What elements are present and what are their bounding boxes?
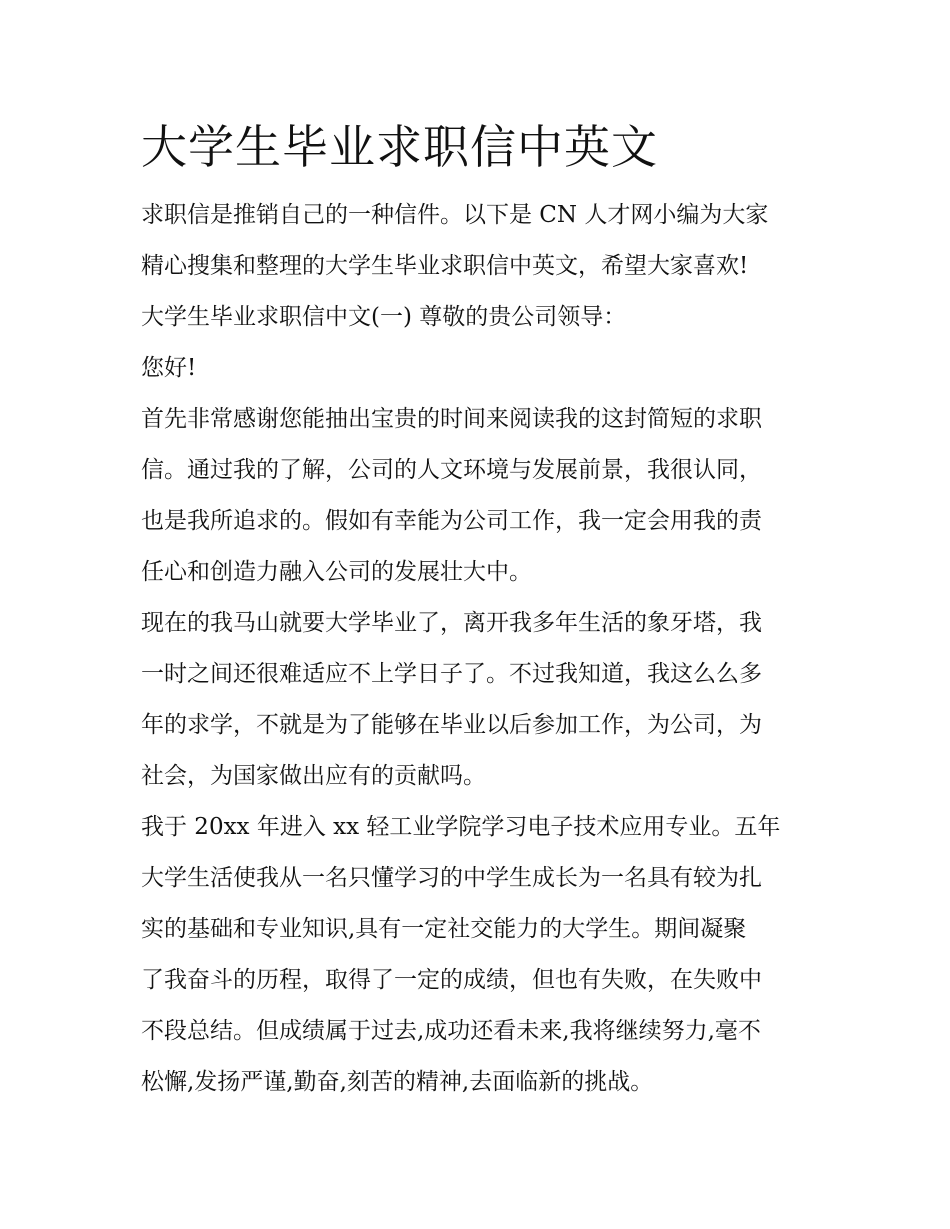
body-line: 求职信是推销自己的一种信件。以下是 CN 人才网小编为大家 xyxy=(141,202,769,228)
document-title: 大学生毕业求职信中英文 xyxy=(141,120,658,174)
document-content xyxy=(141,112,821,1108)
document-body xyxy=(141,190,821,1108)
body-line: 不段总结。但成绩属于过去,成功还看未来,我将继续努力,毫不 xyxy=(141,1018,761,1044)
body-line: 大学生毕业求职信中文(一) 尊敬的贵公司领导： xyxy=(141,304,627,330)
body-line: 您好! xyxy=(141,355,197,381)
body-line: 松懈,发扬严谨,勤奋,刻苦的精神,去面临新的挑战。 xyxy=(141,1069,654,1095)
body-line: 也是我所追求的。假如有幸能为公司工作，我一定会用我的责 xyxy=(141,508,762,534)
body-line: 现在的我马山就要大学毕业了，离开我多年生活的象牙塔，我 xyxy=(141,610,762,636)
body-line: 大学生活使我从一名只懂学习的中学生成长为一名具有较为扎 xyxy=(141,865,762,891)
body-line: 年的求学，不就是为了能够在毕业以后参加工作，为公司，为 xyxy=(141,712,762,738)
body-line: 了我奋斗的历程，取得了一定的成绩，但也有失败，在失败中 xyxy=(141,967,762,993)
body-line: 一时之间还很难适应不上学日子了。不过我知道，我这么么多 xyxy=(141,661,762,687)
body-line: 实的基础和专业知识,具有一定社交能力的大学生。期间凝聚 xyxy=(141,916,747,942)
body-line: 任心和创造力融入公司的发展壮大中。 xyxy=(141,559,532,585)
body-line: 社会，为国家做出应有的贡献吗。 xyxy=(141,763,486,789)
body-line: 首先非常感谢您能抽出宝贵的时间来阅读我的这封简短的求职 xyxy=(141,406,762,432)
body-line: 精心搜集和整理的大学生毕业求职信中英文，希望大家喜欢! xyxy=(141,253,749,279)
body-line: 我于 20xx 年进入 xx 轻工业学院学习电子技术应用专业。五年 xyxy=(141,814,781,840)
body-line: 信。通过我的了解，公司的人文环境与发展前景，我很认同， xyxy=(141,457,762,483)
